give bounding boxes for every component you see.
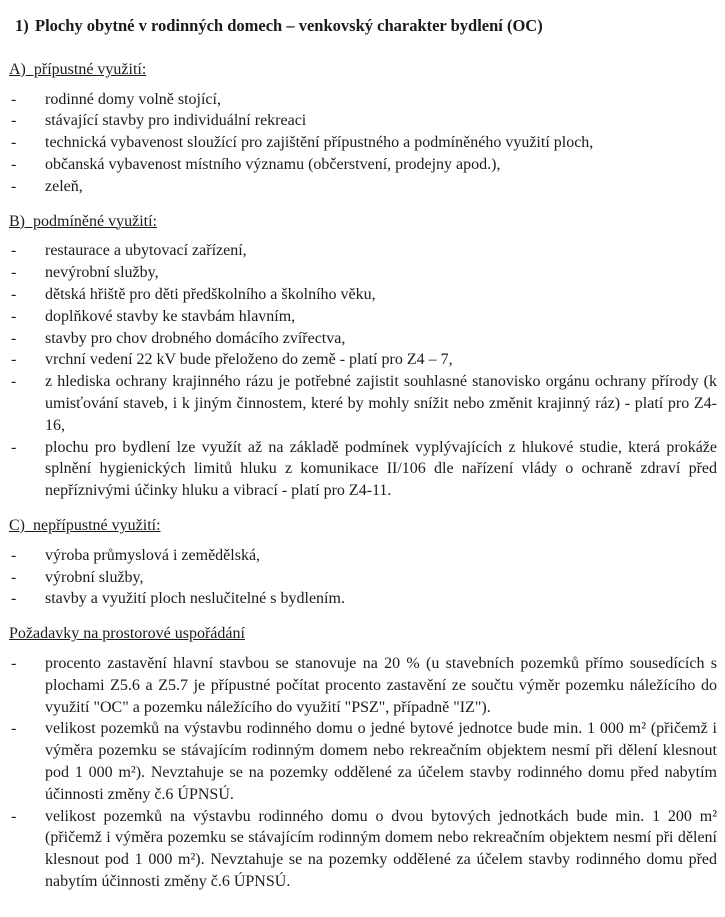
list-item-text: procento zastavění hlavní stavbou se stanovuje na 20 % (u stavebních pozemků přímo sousedících s plochami Z5.6 a Z5.7 je přípustné počítat procento zastavění ze součtu výměr pozemku náležícího do využití "OC" a pozemku náležícího do využití "PSZ", případně "IZ").	[45, 654, 717, 716]
list-item	[9, 371, 717, 436]
list-item-text: velikost pozemků na výstavbu rodinného domu o jedné bytové jednotce bude min. 1 000 m² (přičemž i výměra pozemku se stávajícím rodinným domem nebo rekreačním objektem nesmí při dělení klesnout pod 1 000 m²). Nevztahuje se na pozemky oddělené za účelem stavby rodinného domu před nabytím účinnosti změny č.6 ÚPNSÚ.	[45, 720, 717, 803]
list-item	[9, 132, 717, 154]
list-item	[9, 89, 717, 111]
list-item-text: rodinné domy volně stojící,	[45, 90, 221, 108]
list-item-text: stavby pro chov drobného domácího zvířectva,	[45, 329, 346, 347]
list-item	[9, 154, 717, 176]
document-title	[15, 15, 717, 37]
section-heading-b: B) podmíněné využití:	[9, 212, 157, 230]
list-dash: -	[11, 242, 17, 260]
list-item-text: stávající stavby pro individuální rekreaci	[45, 112, 307, 130]
list-item-text: restaurace a ubytovací zařízení,	[45, 242, 247, 260]
list-item-text: zeleň,	[45, 177, 83, 195]
list-item-text: doplňkové stavby ke stavbám hlavním,	[45, 307, 296, 325]
list-item	[9, 653, 717, 718]
list-item-text: technická vybavenost sloužící pro zajištění přípustného a podmíněného využití ploch,	[45, 134, 594, 152]
title-number: 1)	[15, 16, 29, 35]
list-dash: -	[11, 285, 17, 303]
list-item-text: stavby a využití ploch neslučitelné s bydlením.	[45, 590, 345, 608]
list-item-text: vrchní vedení 22 kV bude přeloženo do země - platí pro Z4 – 7,	[45, 351, 453, 369]
section-c-items	[9, 545, 717, 610]
list-dash: -	[11, 351, 17, 369]
list-item	[9, 328, 717, 350]
list-item	[9, 284, 717, 306]
list-dash: -	[11, 720, 17, 738]
list-item	[9, 567, 717, 589]
list-dash: -	[11, 329, 17, 347]
list-dash: -	[11, 373, 17, 391]
list-dash: -	[11, 90, 17, 108]
section-heading-a: A) přípustné využití:	[9, 60, 147, 78]
list-item	[9, 306, 717, 328]
list-item	[9, 545, 717, 567]
list-dash: -	[11, 155, 17, 173]
title-text: Plochy obytné v rodinných domech – venkovský charakter bydlení (OC)	[35, 16, 543, 35]
list-item	[9, 240, 717, 262]
list-item	[9, 437, 717, 502]
section-a-pripustne-vyuziti	[9, 59, 717, 198]
list-dash: -	[11, 546, 17, 564]
list-item	[9, 176, 717, 198]
list-dash: -	[11, 438, 17, 456]
list-item-text: občanská vybavenost místního významu (občerstvení, prodejny apod.),	[45, 155, 501, 173]
list-dash: -	[11, 590, 17, 608]
list-item	[9, 588, 717, 610]
section-heading-pozadavky: Požadavky na prostorové uspořádání	[9, 625, 245, 643]
section-b-podminene-vyuziti	[9, 211, 717, 502]
list-dash: -	[11, 807, 17, 825]
list-dash: -	[11, 264, 17, 282]
list-dash: -	[11, 568, 17, 586]
list-item	[9, 718, 717, 805]
section-heading-c: C) nepřípustné využití:	[9, 516, 161, 534]
section-a-items	[9, 89, 717, 198]
list-dash: -	[11, 177, 17, 195]
list-item	[9, 349, 717, 371]
list-item-text: výroba průmyslová i zemědělská,	[45, 546, 261, 564]
list-item-text: z hlediska ochrany krajinného rázu je potřebné zajistit souhlasné stanovisko orgánu ochrany přírody (k umisťování staveb, i k jiným činnostem, které by mohly snížit nebo změnit krajinný ráz) - platí pro Z4-16,	[45, 373, 717, 434]
list-item-text: plochu pro bydlení lze využít až na základě podmínek vyplývajících z hlukové studie, která prokáže splnění hygienických limitů hluku z komunikace II/106 dle nařízení vlády o ochraně zdraví před nepříznivými účinky hluku a vibrací - platí pro Z4-11.	[45, 438, 717, 500]
list-dash: -	[11, 307, 17, 325]
list-item-text: velikost pozemků na výstavbu rodinného domu o dvou bytových jednotkách bude min. 1 200 m² (přičemž i výměra pozemku se stávajícím rodinným domem nebo rekreačním objektem nesmí při dělení klesnout pod 1 000 m²). Nevztahuje se na pozemky oddělené za účelem stavby rodinného domu před nabytím účinnosti změny č.6 ÚPNSÚ.	[45, 807, 717, 890]
list-dash: -	[11, 134, 17, 152]
list-item-text: výrobní služby,	[45, 568, 144, 586]
list-item-text: dětská hřiště pro děti předškolního a školního věku,	[45, 285, 376, 303]
section-c-nepripustne-vyuziti	[9, 515, 717, 610]
list-item	[9, 806, 717, 893]
list-item	[9, 110, 717, 132]
section-pozadavky-items	[9, 653, 717, 893]
list-dash: -	[11, 654, 17, 672]
list-item-text: nevýrobní služby,	[45, 264, 159, 282]
list-item	[9, 262, 717, 284]
section-b-items	[9, 240, 717, 502]
list-dash: -	[11, 112, 17, 130]
section-pozadavky-na-prostorove-usporadani	[9, 623, 717, 893]
